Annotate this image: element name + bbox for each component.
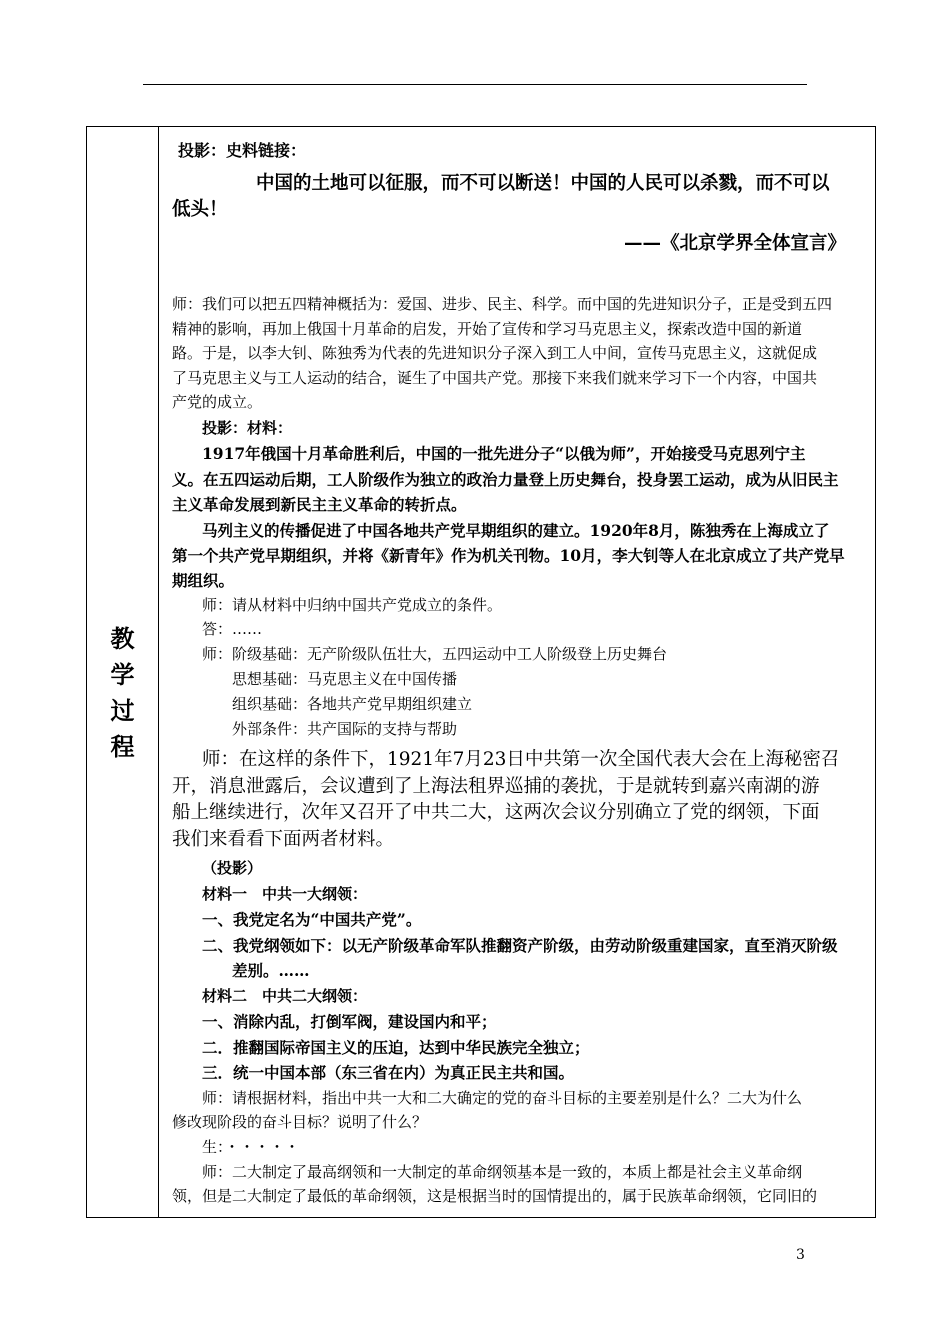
program-item: 一、消除内乱，打倒军阀，建设国内和平； [202, 1012, 497, 1031]
teacher-paragraph-line: 路。于是，以李大钊、陈独秀为代表的先进知识分子深入到工人中间，宣传马克思主义，这就促成 [172, 344, 818, 362]
quote-source: ——《北京学界全体宣言》 [624, 233, 847, 254]
teacher-paragraph-line: 师：我们可以把五四精神概括为：爱国、进步、民主、科学。而中国的先进知识分子，正是受到五四 [172, 295, 833, 313]
teacher-narration-line: 我们来看看下面两者材料。 [172, 829, 395, 850]
teacher-narration-line: 开，消息泄露后，会议遭到了上海法租界巡捕的袭扰，于是就转到嘉兴南湖的游 [172, 776, 820, 797]
teacher-paragraph-line: 产党的成立。 [172, 393, 263, 411]
header-rule [143, 84, 807, 85]
student-answer: 答：…… [202, 620, 263, 638]
program-item: 三．统一中国本部（东三省在内）为真正民主共和国。 [202, 1063, 575, 1082]
program-item: 一、我党定名为“中国共产党”。 [202, 910, 422, 929]
teacher-narration-line: 船上继续进行，次年又召开了中共二大，这两次会议分别确立了党的纲领，下面 [172, 802, 820, 823]
teacher-narration-line: 师：在这样的条件下，1921年7月23日中共第一次全国代表大会在上海秘密召 [202, 749, 840, 770]
page-number: 3 [796, 1247, 805, 1263]
quote-line: 低头！ [172, 199, 228, 220]
section-label [87, 621, 158, 765]
condition-item: 外部条件：共产国际的支持与帮助 [232, 720, 458, 738]
column-divider [158, 127, 159, 1217]
program-item: 二．推翻国际帝国主义的压迫，达到中华民族完全独立； [202, 1038, 590, 1057]
lesson-table [86, 126, 876, 1218]
program-item: 二、我党纲领如下：以无产阶级革命军队推翻资产阶级，由劳动阶级重建国家，直至消灭阶级 [202, 936, 838, 955]
program-heading: 材料一 中共一大纲领： [202, 885, 368, 903]
teacher-paragraph-line: 领，但是二大制定了最低的革命纲领，这是根据当时的国情提出的，属于民族革命纲领，它同旧的 [172, 1187, 818, 1205]
material-line: 期组织。 [172, 571, 235, 590]
section-label-char: 程 [110, 732, 135, 761]
teacher-question: 修改现阶段的奋斗目标？说明了什么？ [172, 1113, 428, 1131]
section-label-char: 教 [110, 624, 135, 653]
teacher-question: 师：请根据材料，指出中共一大和二大确定的党的奋斗目标的主要差别是什么？二大为什么 [202, 1089, 803, 1107]
teacher-question: 师：请从材料中归纳中国共产党成立的条件。 [202, 596, 503, 614]
student-answer: 生：・・・・・ [202, 1138, 300, 1156]
condition-item: 思想基础：马克思主义在中国传播 [232, 670, 458, 688]
material-line: 马列主义的传播促进了中国各地共产党早期组织的建立。1920年8月，陈独秀在上海成立了 [202, 521, 830, 540]
teacher-paragraph-line: 师：二大制定了最高纲领和一大制定的革命纲领基本是一致的，本质上都是社会主义革命纲 [202, 1163, 803, 1181]
projection-label: （投影） [202, 859, 263, 877]
teacher-paragraph-line: 精神的影响，再加上俄国十月革命的启发，开始了宣传和学习马克思主义，探索改造中国的新道 [172, 320, 803, 338]
material-heading: 投影：材料： [202, 419, 293, 437]
program-heading: 材料二 中共二大纲领： [202, 987, 368, 1005]
section-label-char: 过 [110, 696, 135, 725]
section-label-char: 学 [110, 660, 135, 689]
material-line: 义。在五四运动后期，工人阶级作为独立的政治力量登上历史舞台，投身罢工运动，成为从旧民主 [172, 470, 839, 489]
quote-line: 中国的土地可以征服，而不可以断送！中国的人民可以杀戮，而不可以 [256, 173, 830, 194]
material-line: 第一个共产党早期组织，并将《新青年》作为机关刊物。10月，李大钊等人在北京成立了共产党早 [172, 546, 845, 565]
program-item: 差别。…… [232, 961, 310, 980]
material-line: 1917年俄国十月革命胜利后，中国的一批先进分子“以俄为师”，开始接受马克思列宁主 [202, 444, 806, 463]
material-line: 主义革命发展到新民主主义革命的转折点。 [172, 495, 467, 514]
teacher-paragraph-line: 了马克思主义与工人运动的结合，诞生了中国共产党。那接下来我们就来学习下一个内容，中国共 [172, 369, 818, 387]
condition-item: 组织基础：各地共产党早期组织建立 [232, 695, 473, 713]
projection-heading: 投影：史料链接： [178, 141, 307, 160]
condition-item: 师：阶级基础：无产阶级队伍壮大，五四运动中工人阶级登上历史舞台 [202, 645, 668, 663]
section-label-cell [87, 127, 158, 1217]
